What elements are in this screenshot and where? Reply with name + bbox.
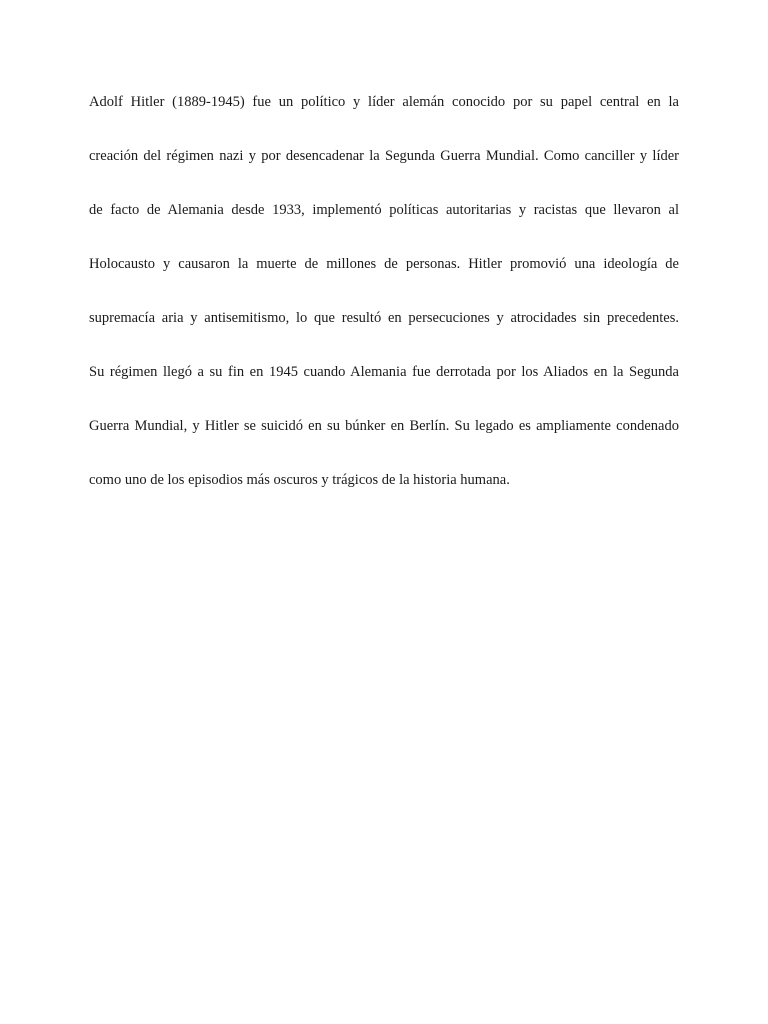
paragraph-line-1: Adolf Hitler (1889-1945) fue un político y líder alemán conocido por su papel central en la	[89, 94, 679, 110]
paragraph-line-8: como uno de los episodios más oscuros y trágicos de la historia humana.	[89, 472, 510, 488]
paragraph-line-3: de facto de Alemania desde 1933, implementó políticas autoritarias y racistas que llevaron al	[89, 202, 679, 218]
paragraph-line-2: creación del régimen nazi y por desencadenar la Segunda Guerra Mundial. Como canciller y líder	[89, 148, 679, 164]
body-paragraph	[89, 88, 679, 520]
paragraph-line-4: Holocausto y causaron la muerte de millones de personas. Hitler promovió una ideología de	[89, 256, 679, 272]
paragraph-line-6: Su régimen llegó a su fin en 1945 cuando Alemania fue derrotada por los Aliados en la Segunda	[89, 364, 679, 380]
paragraph-line-5: supremacía aria y antisemitismo, lo que resultó en persecuciones y atrocidades sin precedentes.	[89, 310, 679, 326]
paragraph-line-7: Guerra Mundial, y Hitler se suicidó en su búnker en Berlín. Su legado es ampliamente condenado	[89, 418, 679, 434]
